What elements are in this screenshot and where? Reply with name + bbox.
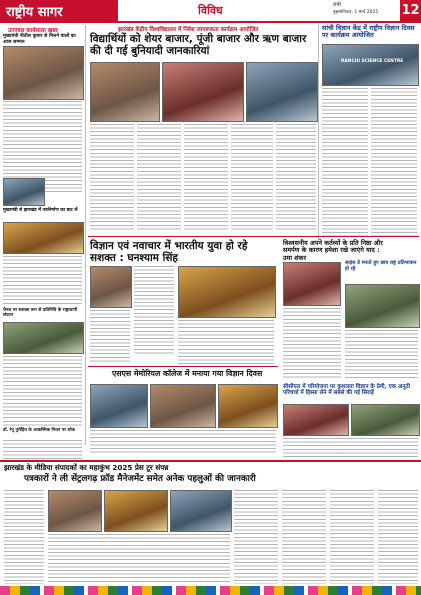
- edition-date: बृहस्पतिवार, 1 मार्च 2025: [333, 10, 379, 15]
- top-photo-2: [162, 62, 244, 122]
- top-body-col4: [231, 124, 273, 232]
- top-photo-3: [246, 62, 318, 122]
- middle-body-col0: [90, 310, 130, 364]
- top-body-col1: [90, 124, 134, 232]
- masthead-rule: [0, 21, 421, 23]
- middle-side-photo: [345, 284, 420, 328]
- middle-right-body: [283, 308, 341, 380]
- top-body-col2: [137, 124, 181, 232]
- top-kicker: झारखंड केंद्रीय विश्वविद्यालय में निवेश जागरूकता कार्यक्रम आयोजित: [118, 27, 259, 33]
- middle-body-col1: [134, 266, 174, 356]
- left-story2-body: [3, 256, 82, 306]
- bottom-body-col6: [378, 490, 418, 584]
- lower-right-body: [283, 438, 418, 458]
- middle-photo-1: [90, 266, 132, 308]
- lower-photo-2: [150, 384, 216, 428]
- top-body-col3: [184, 124, 228, 232]
- middle-side-body: [345, 330, 418, 378]
- right-top-body-col2: [371, 88, 417, 236]
- left-photo-2: [3, 178, 45, 206]
- left-story2-headline: मुख्यमंत्री से झारखंड में नवनिर्माण का बाट लें: [3, 208, 78, 213]
- lower-photo-3: [218, 384, 278, 428]
- bottom-body-col2: [48, 534, 230, 584]
- top-headline: विद्यार्थियों को शेयर बाजार, पूंजी बाजार और ऋण बाजार की दी गई बुनियादी जानकारियां: [90, 33, 307, 58]
- left-kicker: उज्ज्वल कार्यशाला खबर: [8, 28, 58, 34]
- bottom-photo-1: [48, 490, 102, 532]
- middle-body-col2: [178, 320, 274, 364]
- right-top-headline: सांची विज्ञान केंद्र में राष्ट्रीय विज्ञान दिवस पर कार्यक्रम आयोजित: [322, 24, 415, 40]
- bottom-body-col4: [282, 490, 326, 584]
- middle-headline: विज्ञान एवं नवाचार में भारतीय युवा हो रहे सशक्त : घनश्याम सिंह: [90, 240, 248, 265]
- left-story4-body: [3, 440, 82, 460]
- top-body-col5: [276, 124, 316, 232]
- left-story4-headline: डॉ. रेनू पुरोहित के आकस्मिक निधन पर शोक: [3, 428, 76, 433]
- left-photo-4: [3, 322, 84, 354]
- lower-right-headline: सीसीएल में परियोजना पर कुशलता विज्ञान के प्रेमी, एक अनूठी परिचर्चा में हिस्सा लेने में सबसे की गई सिराहें: [283, 384, 411, 397]
- left-story3-body: [3, 356, 82, 426]
- column-divider: [318, 25, 319, 240]
- paper-name: राष्ट्रीय सागर: [6, 5, 63, 20]
- color-footer-strip: [0, 586, 421, 595]
- lower-right-photo-2: [351, 404, 420, 436]
- left-photo-1: [3, 46, 84, 100]
- lower-right-photo-1: [283, 404, 349, 436]
- middle-photo-2: [178, 266, 276, 318]
- bottom-photo-3: [170, 490, 232, 532]
- bottom-body-col1: [4, 490, 44, 584]
- right-top-photo: [322, 44, 419, 86]
- bottom-rule: [0, 460, 421, 462]
- section-title: विविध: [198, 4, 223, 17]
- bottom-headline: पत्रकारों ने ली सेंट्रलगढ़ फ्रॉड मैनेजमेंट समेत अनेक पहलुओं की जानकारी: [24, 474, 256, 484]
- middle-right-photo: [283, 262, 341, 306]
- bottom-body-col5: [330, 490, 374, 584]
- column-divider: [85, 25, 86, 445]
- left-photo-3: [3, 222, 84, 254]
- section-rule: [88, 366, 278, 367]
- lower-photo-1: [90, 384, 148, 428]
- bottom-body-col3: [234, 490, 278, 584]
- top-photo-1: [90, 62, 160, 122]
- right-top-body-col1: [322, 88, 368, 236]
- middle-side-headline: साइंस डे मनाते हुए छात्र राष्ट्र प्रतिभावान हो रहे: [345, 260, 417, 272]
- science-centre-sign: RANCHI SCIENCE CENTRE: [341, 59, 404, 64]
- bottom-photo-2: [104, 490, 168, 532]
- edition-city: रांची: [333, 2, 341, 8]
- page-number: 12: [400, 0, 421, 21]
- left-story1-headline: मुख्यमंत्री नीतीश कुमार से मिलने वालों का आज सम्मान: [3, 34, 76, 45]
- lower-headline: एसएस मेमोरियल कॉलेज में मनाया गया विज्ञान दिवस: [112, 369, 263, 378]
- bottom-kicker: झारखंड के मीडिया संपादकों का महाकुंभ 2025 प्रेस टूर संपन्न: [4, 463, 169, 472]
- middle-right-headline: विश्वसनीय अपने कर्तव्यों के प्रति निष्ठा और समर्पण के कारण हमेशा रखे जाएंगे याद : उमा शंकर: [283, 239, 383, 262]
- section-rule: [88, 236, 419, 237]
- left-story3-headline: चैनल पर सशक्त रूप से प्रतिनिधि के राष्ट्रव्यापी संघटन: [3, 308, 78, 319]
- lower-body: [90, 430, 276, 454]
